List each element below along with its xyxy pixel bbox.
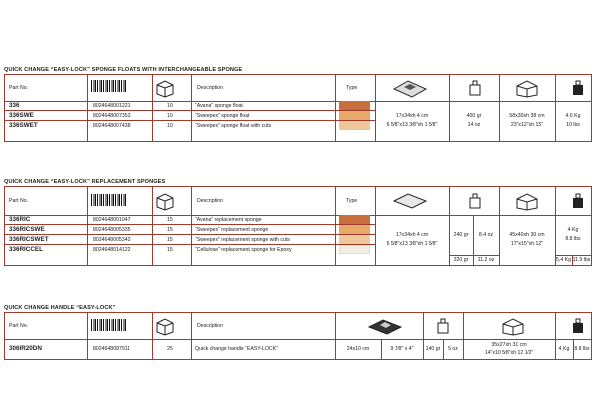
section-sponge-floats xyxy=(4,66,592,142)
ean-code: 8024648001047 xyxy=(93,217,131,223)
carton-dimensions-icon xyxy=(515,78,539,98)
pack-quantity: 10 xyxy=(167,113,173,119)
carton-size: 35x27xh 31 cm 14"x10 5⁄8"xh 12 1⁄2" xyxy=(484,342,534,356)
pack-quantity: 15 xyxy=(167,217,173,223)
part-number: 336RICSWE xyxy=(9,226,45,233)
product-description: “Sweepex” sponge float xyxy=(195,113,250,119)
carton-weight: 4,6 Kg 10 lbs xyxy=(565,113,581,128)
description-header: Description xyxy=(197,198,223,204)
table-row xyxy=(5,245,375,255)
pack-quantity: 15 xyxy=(167,247,173,253)
carton-box-icon xyxy=(155,78,175,98)
product-description: “Sweepex” sponge float with cuts xyxy=(195,123,272,129)
carton-weight-icon xyxy=(571,318,585,334)
product-weight-imperial-cellulose: 11.2 oz xyxy=(477,256,495,263)
barcode-icon xyxy=(91,80,127,92)
sponge-float-icon xyxy=(390,77,430,99)
product-description: “Avana” sponge float xyxy=(195,103,243,109)
table-row xyxy=(5,339,335,359)
sponge-type-swatch xyxy=(339,111,370,120)
carton-weight: 4 Kg 8.8 lbs xyxy=(565,227,581,242)
weight-icon xyxy=(468,193,482,209)
part-number: 306IR20DN xyxy=(9,345,42,352)
sponge-type-swatch xyxy=(339,245,370,254)
carton-weight-imperial: 8.8 lbs xyxy=(574,345,590,352)
description-header: Description xyxy=(197,323,223,329)
product-description: Quick change handle “EASY-LOCK” xyxy=(195,346,278,352)
weight-icon xyxy=(436,318,450,334)
pack-quantity: 10 xyxy=(167,123,173,129)
carton-weight-icon xyxy=(571,193,585,209)
part-no-header: Part No. xyxy=(9,85,29,91)
section-title: QUICK CHANGE “EASY-LOCK” SPONGE FLOATS WITH INTERCHANGEABLE SPONGE xyxy=(4,67,243,73)
carton-size: 58x30xh 38 cm 23"x12"xh 15" xyxy=(509,113,545,128)
table-header xyxy=(5,313,591,340)
table-row xyxy=(5,101,375,111)
barcode-icon xyxy=(91,194,127,206)
pack-quantity: 25 xyxy=(167,346,173,352)
section-replacement-sponges xyxy=(4,178,592,266)
sponge-type-swatch xyxy=(339,121,370,130)
part-number: 336RICSWET xyxy=(9,236,49,243)
table-row xyxy=(5,215,375,225)
carton-dimensions-icon xyxy=(501,316,525,336)
product-weight: 400 gr 14 oz xyxy=(466,113,482,128)
carton-box-icon xyxy=(155,191,175,211)
carton-size: 45x40xh 30 cm 17"x15"xh 12" xyxy=(509,232,545,247)
product-weight-imperial: 5 oz xyxy=(448,345,458,352)
product-description: “Avana” replacement sponge xyxy=(195,217,262,223)
part-number: 336SWET xyxy=(9,122,38,129)
table-header xyxy=(5,187,591,216)
table-row xyxy=(5,111,375,121)
pack-quantity: 10 xyxy=(167,103,173,109)
ean-code: 8024648005342 xyxy=(93,237,131,243)
product-table xyxy=(4,74,592,142)
product-description: “Sweepex” replacement sponge with cuts xyxy=(195,237,290,243)
product-size-imperial: 9 7⁄8" x 4" xyxy=(390,345,414,352)
part-number: 336RICCEL xyxy=(9,246,43,253)
part-number: 336 xyxy=(9,102,20,109)
pack-quantity: 15 xyxy=(167,227,173,233)
product-weight-imperial: 8.4 oz xyxy=(478,231,494,238)
table-row xyxy=(5,225,375,235)
sponge-icon xyxy=(390,191,430,211)
section-handle xyxy=(4,304,592,360)
part-no-header: Part No. xyxy=(9,323,29,329)
sponge-type-swatch xyxy=(339,235,370,244)
product-size: 17x34xh 4 cm 6 5⁄8"x13 3⁄8"xh 1 5⁄8" xyxy=(386,232,438,247)
product-description: “Cellulose” replacement sponge for Epoxy xyxy=(195,247,292,253)
product-weight-metric: 240 gr xyxy=(453,231,469,238)
sponge-type-swatch xyxy=(339,215,370,224)
sponge-type-swatch xyxy=(339,101,370,110)
type-header: Type xyxy=(346,198,358,204)
type-header: Type xyxy=(346,85,358,91)
part-number: 336SWE xyxy=(9,112,34,119)
weight-icon xyxy=(468,80,482,96)
product-size-metric: 24x10 cm xyxy=(346,345,370,352)
table-row xyxy=(5,235,375,245)
section-title: QUICK CHANGE “EASY-LOCK” REPLACEMENT SPONGES xyxy=(4,179,166,185)
pack-quantity: 15 xyxy=(167,237,173,243)
product-table xyxy=(4,312,592,360)
ean-code: 8024648005335 xyxy=(93,227,131,233)
product-table xyxy=(4,186,592,266)
carton-box-icon xyxy=(155,316,175,336)
ean-code: 8024648014122 xyxy=(93,247,131,253)
carton-weight-icon xyxy=(571,80,585,96)
handle-icon xyxy=(365,316,405,336)
product-description: “Sweepex” replacement sponge xyxy=(195,227,269,233)
product-weight-metric-cellulose: 320 gr xyxy=(453,256,469,263)
barcode-icon xyxy=(91,319,127,331)
sponge-type-swatch xyxy=(339,225,370,234)
carton-weight-imperial-cellulose: 11.9 lbs xyxy=(572,256,591,263)
ean-code: 8024648007353 xyxy=(93,113,131,119)
table-row xyxy=(5,121,375,131)
carton-weight-metric-cellulose: 5,4 Kg xyxy=(556,256,571,263)
ean-code: 8024648007438 xyxy=(93,123,131,129)
ean-code: 8024648087911 xyxy=(93,346,131,352)
ean-code: 8024648001221 xyxy=(93,103,131,109)
table-header xyxy=(5,75,591,102)
part-number: 336RIC xyxy=(9,216,31,223)
part-no-header: Part No. xyxy=(9,198,29,204)
product-weight-metric: 140 gr xyxy=(425,345,441,352)
product-size: 17x34xh 4 cm 6 5⁄8"x13 3⁄8"xh 1 5⁄8" xyxy=(386,113,438,128)
section-title: QUICK CHANGE HANDLE “EASY-LOCK” xyxy=(4,305,116,311)
carton-dimensions-icon xyxy=(515,191,539,211)
carton-weight-metric: 4 Kg xyxy=(558,345,570,352)
description-header: Description xyxy=(197,85,223,91)
